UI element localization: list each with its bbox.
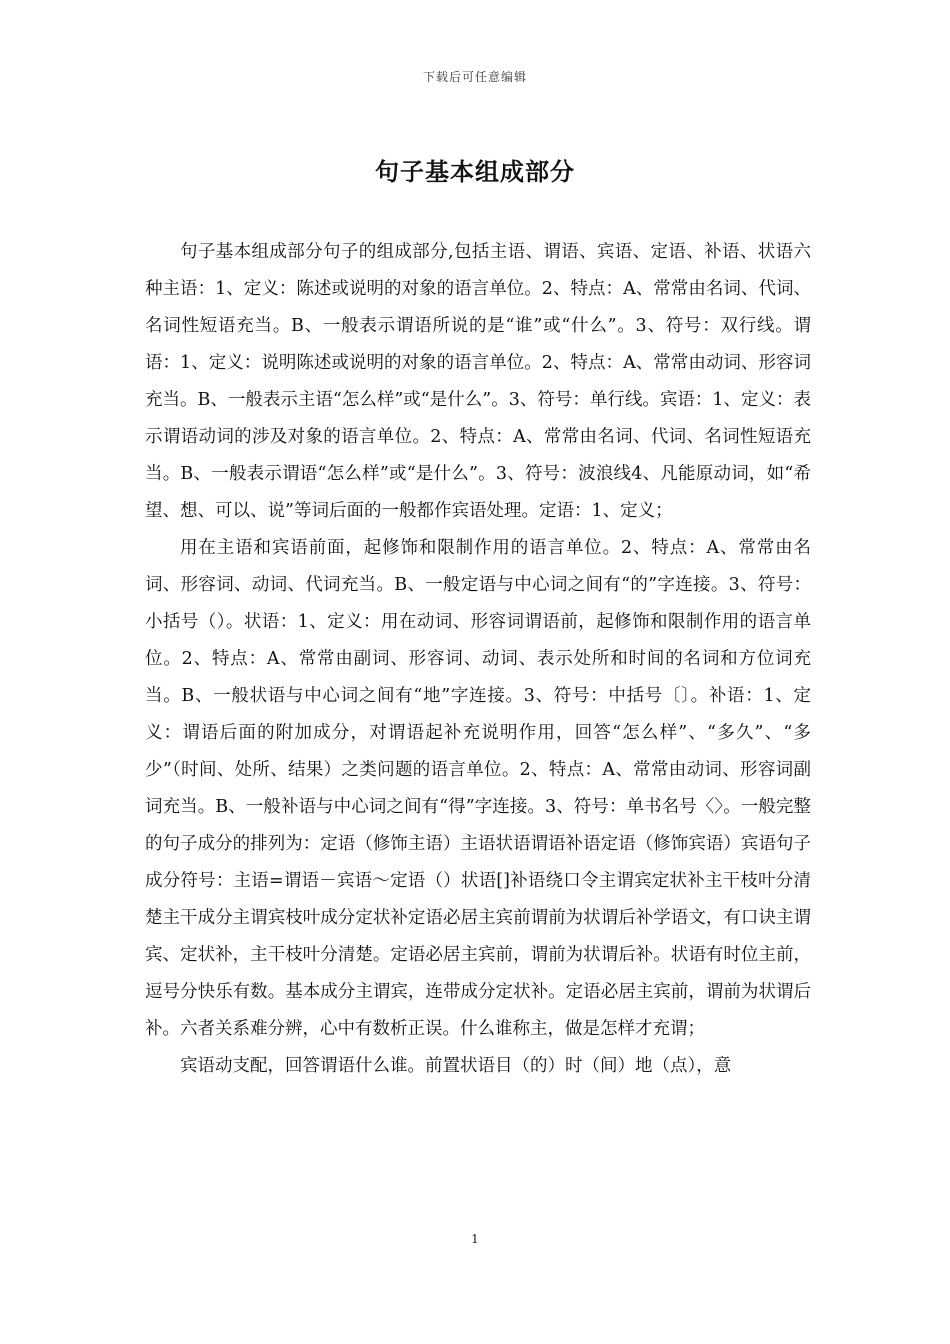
body-paragraph-3: 宾语动支配，回答谓语什么谁。前置状语目（的）时（间）地（点），意 bbox=[180, 1056, 732, 1076]
document-title: 句子基本组成部分 bbox=[375, 157, 575, 186]
body-paragraph-1: 句子基本组成部分句子的组成部分,包括主语、谓语、宾语、定语、补语、状语六种主语：1、定义：陈述或说明的对象的语言单位。2、特点：A、常常由名词、代词、名词性短语充当。B、一般表示谓语所说的是“谁”或“什么”。3、符号：双行线。谓语：1、定义：说明陈述或说明的对象的语言单位。2、特点：A、常常由动词、形容词充当。B、一般表示主语“怎么样”或“是什么”。3、符号：单行线。宾语：1、定义：表示谓语动词的涉及对象的语言单位。2、特点：A、常常由名词、代词、名词性短语充当。B、一般表示谓语“怎么样”或“是什么”。3、符号：波浪线4、凡能原动词，如“希望、想、可以、说”等词后面的一般都作宾语处理。定语：1、定义； bbox=[145, 242, 811, 521]
page-number: 1 bbox=[471, 1232, 479, 1246]
page-header: 下载后可任意编辑 bbox=[422, 70, 527, 84]
document-body bbox=[145, 234, 811, 1085]
body-paragraph-2: 用在主语和宾语前面，起修饰和限制作用的语言单位。2、特点：A、常常由名词、形容词、动词、代词充当。B、一般定语与中心词之间有“的”字连接。3、符号：小括号（）。状语：1、定义：用在动词、形容词谓语前，起修饰和限制作用的语言单位。2、特点：A、常常由副词、形容词、动词、表示处所和时间的名词和方位词充当。B、一般状语与中心词之间有“地”字连接。3、符号：中括号〔〕。补语：1、定义：谓语后面的附加成分，对谓语起补充说明作用，回答“怎么样”、“多久”、“多少”（时间、处所、结果）之类问题的语言单位。2、特点：A、常常由动词、形容词副词充当。B、一般补语与中心词之间有“得”字连接。3、符号：单书名号〈〉。一般完整的句子成分的排列为：定语（修饰主语）主语状语谓语补语定语（修饰宾语）宾语句子成分符号：主语=谓语－宾语～定语（）状语[]补语绕口令主谓宾定状补主干枝叶分清楚主干成分主谓宾枝叶成分定状补定语必居主宾前谓前为状谓后补学语文，有口诀主谓宾、定状补，主干枝叶分清楚。定语必居主宾前，谓前为状谓后补。状语有时位主前，逗号分快乐有数。基本成分主谓宾，连带成分定状补。定语必居主宾前，谓前为状谓后补。六者关系难分辨，心中有数析正误。什么谁称主，做是怎样才充谓； bbox=[145, 538, 811, 1039]
